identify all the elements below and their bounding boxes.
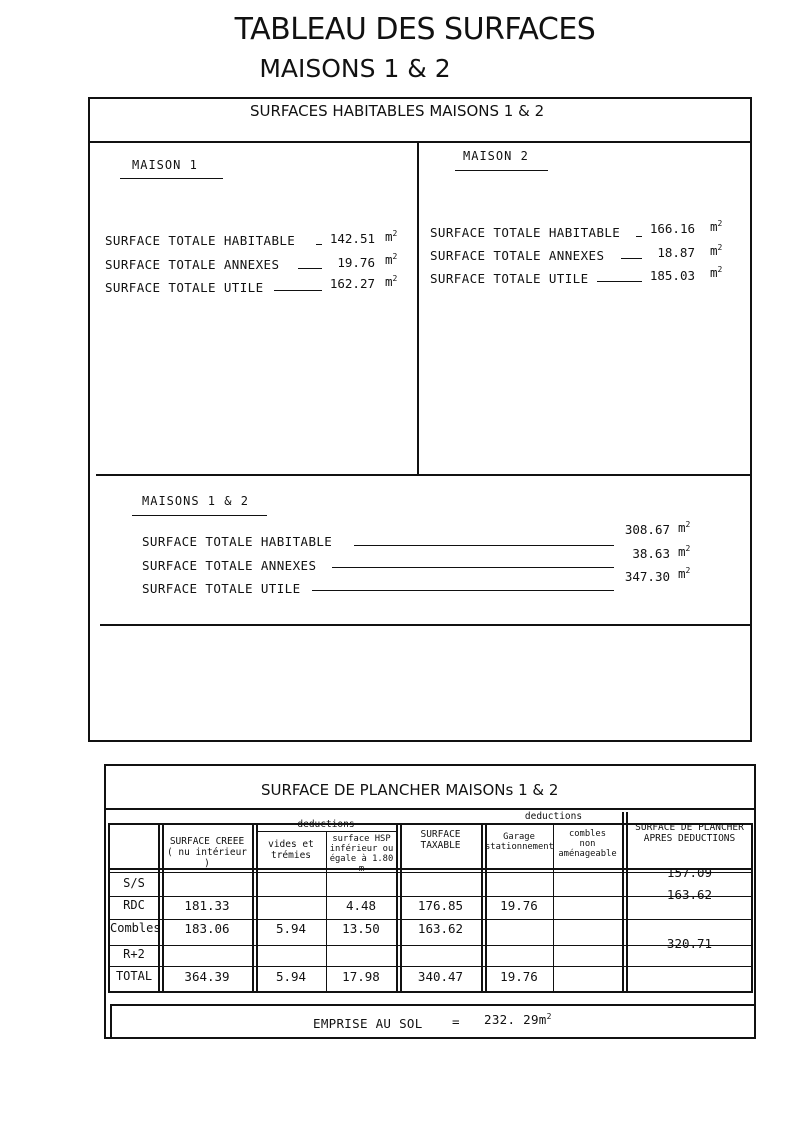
maisons12-row-annexes-value: 38.63 [632,546,670,561]
emprise-value: 232. $29m^2$ [484,1012,552,1028]
header-taxable: SURFACE TAXABLE [420,829,461,851]
maisons12-row-annexes-label: SURFACE TOTALE ANNEXES [142,558,317,573]
cell-apres: 157.09 [666,865,713,880]
maisons12-row-habitable-unit: $m^2$ [678,520,691,536]
maison1-row-annexes-unit: $m^2$ [385,252,398,268]
maison2-row-annexes-value: 18.87 [657,245,695,260]
cell-creee: 183.06 [184,921,230,936]
maisons12-row-utile-label: SURFACE TOTALE UTILE [142,581,301,596]
maison2-title: MAISON 2 [463,149,529,163]
cell-taxable: 176.85 [417,898,464,913]
cell-hsp: 4.48 [345,898,377,913]
plancher-heading-divider [106,808,756,810]
maisons12-row-habitable-value: 308.67 [624,522,670,537]
emprise-label: EMPRISE AU SOL [313,1016,423,1031]
maison2-row-habitable-label: SURFACE TOTALE HABITABLE [430,225,621,240]
cell-taxable: 340.47 [417,969,464,984]
maison1-row-habitable-label: SURFACE TOTALE HABITABLE [105,233,296,248]
cell-garage: 19.76 [500,969,538,984]
maison2-row-utile-label: SURFACE TOTALE UTILE [430,271,589,286]
maison2-row-utile-unit: $m^2$ [710,265,723,281]
maison2-row-habitable-leader [636,236,642,237]
cell-taxable: 163.62 [417,921,464,936]
maisons12-row-habitable-leader [354,545,614,546]
maisons-divider [96,474,752,476]
habitable-bottom-divider [100,624,752,626]
page-title: TABLEAU DES SURFACES [234,12,596,47]
cell-apres: 320.71 [666,936,713,951]
maison1-title: MAISON 1 [132,158,198,172]
header-garage: Garage stationnement [485,832,554,853]
maison1-row-annexes-label: SURFACE TOTALE ANNEXES [105,257,280,272]
row-line [108,966,753,967]
col-line [481,823,483,993]
cell-label: Combles [110,921,161,935]
maison1-row-utile-value: 162.27 [329,276,375,291]
maison1-row-utile-label: SURFACE TOTALE UTILE [105,280,264,295]
col-line [252,823,254,993]
maison1-row-annexes-leader [298,268,322,269]
maisons12-title-underline [132,515,267,516]
cell-hsp: 13.50 [342,921,380,936]
deductions-1-underline [256,831,396,832]
habitable-frame [88,97,752,742]
cell-label: S/S [123,876,145,890]
maison1-row-utile-unit: $m^2$ [385,274,398,290]
cell-apres: 163.62 [666,887,713,902]
maison2-row-annexes-unit: $m^2$ [710,243,723,259]
plancher-heading: SURFACE DE PLANCHER MAISONs 1 & 2 [261,781,559,799]
maison2-row-utile-value: 185.03 [649,268,695,283]
maison1-row-habitable-value: 142.51 [329,231,375,246]
header-surface-creee: SURFACE CREEE ( nu intérieur ) [166,836,248,869]
habitable-heading-divider [90,141,752,143]
maison2-row-utile-leader [597,281,642,282]
maison2-row-habitable-value: 166.16 [649,221,695,236]
cell-garage: 19.76 [500,898,538,913]
header-combles: combles non aménageable [558,829,617,860]
cell-vides: 5.94 [275,969,307,984]
col-line [158,823,160,993]
maisons12-title: MAISONS 1 & 2 [142,494,249,508]
header-hsp: surface HSP inférieur ou égale à 1.80 m [329,834,394,875]
header-apres-deductions: SURFACE DE PLANCHER APRES DEDUCTIONS [635,822,744,844]
maison1-row-utile-leader [274,290,322,291]
maison2-title-underline [455,170,548,171]
habitable-heading: SURFACES HABITABLES MAISONS 1 & 2 [250,102,545,120]
deductions-2-underline [485,824,622,825]
emprise-equals: = [452,1014,460,1029]
cell-label: RDC [123,898,145,912]
cell-creee: 181.33 [184,898,230,913]
cell-creee: 364.39 [184,969,230,984]
cell-vides: 5.94 [275,921,307,936]
maison1-title-underline [120,178,223,179]
maison2-row-annexes-leader [621,258,642,259]
maison-divider [417,141,419,475]
maisons12-row-annexes-unit: $m^2$ [678,544,691,560]
header-vides-tremies: vides et trémies [268,839,314,861]
page-subtitle: MAISONS 1 & 2 [259,54,451,83]
deductions-2-label: deductions [524,811,583,822]
maisons12-row-utile-value: 347.30 [624,569,670,584]
maisons12-row-utile-leader [312,590,614,591]
maison2-row-annexes-label: SURFACE TOTALE ANNEXES [430,248,605,263]
maison2-row-habitable-unit: $m^2$ [710,219,723,235]
cell-label: R+2 [123,947,145,961]
emprise-frame [110,1004,756,1039]
maisons12-row-annexes-leader [332,567,614,568]
maison1-row-annexes-value: 19.76 [337,255,375,270]
maisons12-row-habitable-label: SURFACE TOTALE HABITABLE [142,534,333,549]
deductions-1-label: deductions [297,819,355,830]
cell-label: TOTAL [115,969,153,983]
maisons12-row-utile-unit: $m^2$ [678,566,691,582]
maison1-row-habitable-unit: $m^2$ [385,229,398,245]
cell-hsp: 17.98 [342,969,380,984]
row-line [108,919,753,920]
